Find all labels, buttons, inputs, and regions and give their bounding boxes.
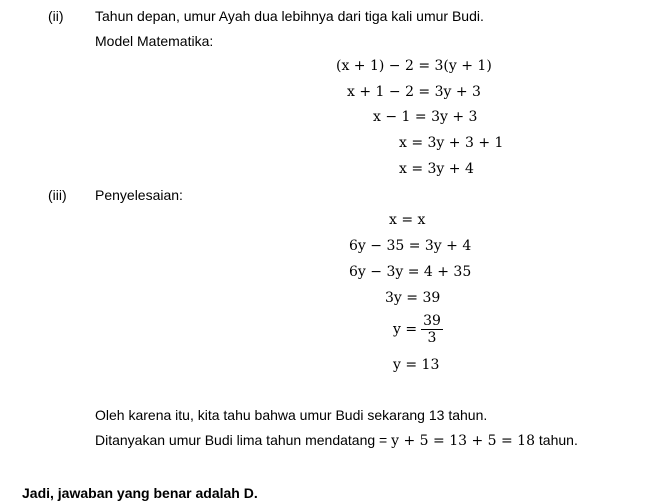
solution-fraction-equation — [393, 313, 443, 346]
model-equation-2: x + 1 − 2 = 3y + 3 — [347, 84, 481, 100]
final-answer: Jadi, jawaban yang benar adalah D. — [22, 485, 258, 501]
fraction-lhs: y = — [393, 321, 418, 338]
problem-statement: Tahun depan, umur Ayah dua lebihnya dari tiga kali umur Budi. — [95, 8, 484, 24]
fraction — [421, 313, 443, 346]
conclusion-line-2-suffix: tahun. — [535, 432, 578, 448]
fraction-denominator: 3 — [427, 330, 437, 346]
solution-equation-1: x = x — [389, 212, 426, 228]
model-equation-1: (x + 1) − 2 = 3(y + 1) — [336, 58, 492, 74]
solution-equation-2: 6y − 35 = 3y + 4 — [349, 238, 472, 254]
solution-final-equation: y = 13 — [393, 357, 440, 373]
solution-equation-3: 6y − 3y = 4 + 35 — [349, 264, 472, 280]
conclusion-line-2-math: y + 5 = 13 + 5 = 18 — [391, 433, 536, 449]
model-label: Model Matematika: — [95, 33, 214, 49]
model-equation-4: x = 3y + 3 + 1 — [399, 135, 504, 151]
solution-label: Penyelesaian: — [95, 187, 183, 203]
conclusion-line-2 — [95, 431, 578, 450]
fraction-numerator: 39 — [423, 313, 441, 329]
conclusion-line-2-text: Ditanyakan umur Budi lima tahun mendatang = — [95, 432, 392, 448]
solution-equation-4: 3y = 39 — [385, 290, 441, 306]
item-marker-ii: (ii) — [48, 8, 64, 24]
model-equation-3: x − 1 = 3y + 3 — [373, 109, 478, 125]
model-equation-5: x = 3y + 4 — [399, 161, 474, 177]
conclusion-line-1: Oleh karena itu, kita tahu bahwa umur Budi sekarang 13 tahun. — [95, 407, 488, 423]
item-marker-iii: (iii) — [48, 187, 67, 203]
